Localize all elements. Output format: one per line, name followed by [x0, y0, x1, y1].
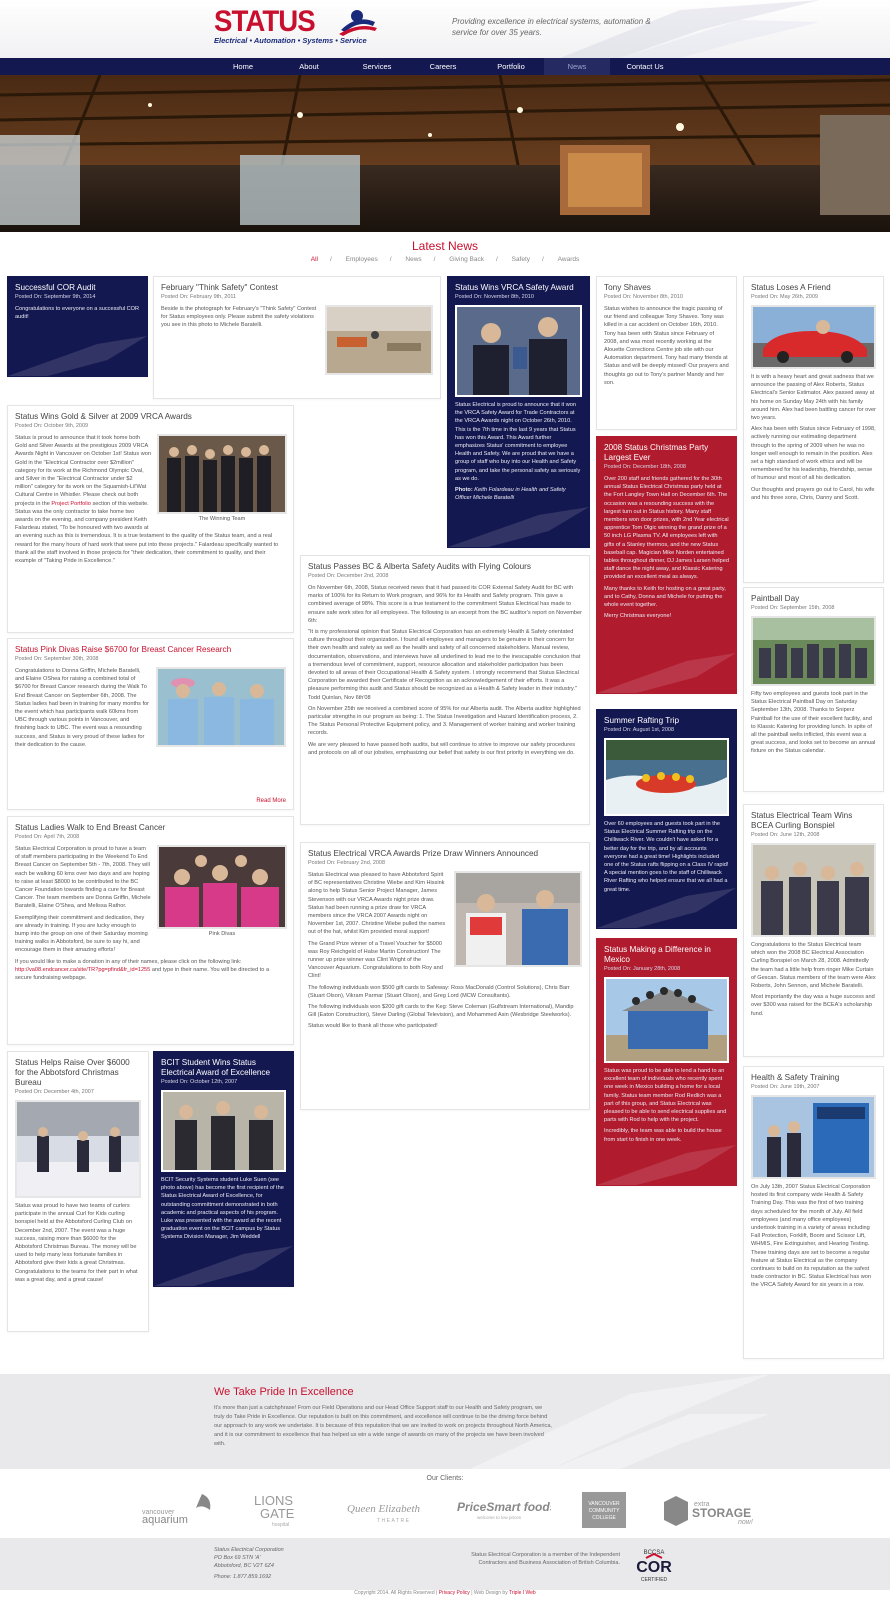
card-body: Our thoughts and prayers go out to Carol, his wife and his three sons, Chris, Danny and Scott.	[751, 486, 875, 501]
cor-certified-logo-icon	[632, 1546, 676, 1586]
photo-caption: The Winning Team	[198, 516, 246, 522]
svg-text:GATE: GATE	[260, 1506, 295, 1521]
nav-contact-us[interactable]: Contact Us	[626, 62, 664, 71]
cor-certified-badge	[632, 1546, 676, 1586]
po-box: PO Box 69 STN 'A'	[214, 1555, 261, 1561]
filter-separator: /	[433, 256, 436, 263]
card-body: Status is proud to announce that it took home both Gold and Silver Awards at the prestigious 2009 VRCA Awards Night in Vancouver on October 1st! Status won Gold in the "Electrical Contractor over $2million" category for its work at the Richmond Olympic Oval, and Silver in the "Electrical Contractor under $2 million" category for its work on the Squamish-Lil'Wat Cultural Centre in Whistler. Please check out both projects in the Project Portfolio section of this website. Status was the only contractor to take home two awards on the evening, and company president Keith Falardeau stated, "To be honoured with two awards at an evening such as this is tremendous. It is a true testament to the quality of the Status team, and a real reward for the many hours of hard work that were put into these projects." Falardeau specifically wanted to thank all the staff involved in those projects for "their dedication, their commitment to quality, and their example of "Taking Pride in Excellence."	[15, 435, 279, 565]
read-more-link[interactable]: Read More	[256, 798, 286, 804]
card-body: Status Electrical is proud to announce that it won the VRCA Safety Award for Trade Contractors at the VRCA Awards night on October 26th, 2010. This is the 7th time in the last 9 years that Status has won this Award. This Award further emphasizes Status' commitment to employee Health and Safety. We are proud that we have a group of staff who buy into our Health and Safety program, and take the personal safety as seriously as we do.	[455, 402, 581, 482]
vrca-award-photo-image	[457, 307, 582, 395]
card-photo[interactable]	[604, 738, 729, 816]
phone-number[interactable]: Phone: 1.877.859.1692	[214, 1574, 272, 1580]
excellence-title: We Take Pride In Excellence	[214, 1386, 354, 1398]
card-body: Congratulations to everyone on a successful COR audit!	[15, 306, 140, 321]
news-card-mexico[interactable]	[596, 938, 737, 1186]
card-date: Posted On: June 19th, 2007	[751, 1084, 820, 1090]
privacy-policy-link[interactable]: Privacy Policy	[438, 1590, 470, 1596]
project-portfolio-link[interactable]: Project Portfolio	[51, 500, 91, 507]
news-card-tony-shaves[interactable]	[596, 276, 737, 430]
filter-separator: /	[542, 256, 544, 263]
svg-text:Queen Elizabeth: Queen Elizabeth	[347, 1503, 421, 1515]
card-title[interactable]: Status Ladies Walk to End Breast Cancer	[15, 823, 166, 832]
card-title[interactable]: Successful COR Audit	[15, 283, 96, 292]
card-body: Beside is the photograph for February's "Think Safety" Contest for Status employees only. Please submit the safety violations you see in this photo to Michele Baratelli.	[161, 306, 317, 329]
donation-link[interactable]: http://va08.endcancer.ca/site/TR?pg=pfind&fr_id=1255	[15, 966, 151, 973]
card-photo[interactable]	[454, 871, 582, 967]
card-body: Status was proud to be able to lend a hand to an excellent team of individuals who recently spent one week in Mexico building a home for a local family. Status team member Rod Redlich was a part of this group, and Status Electrical was pleased to be able to send electrical supplies and parts with Rod to help with the project.	[604, 1068, 727, 1124]
copyright-text: Copyright 2014. All Rights Reserved |	[354, 1590, 438, 1596]
news-filter-bar	[0, 256, 890, 263]
card-title[interactable]: Summer Rafting Trip	[604, 716, 680, 725]
excellence-section	[0, 1374, 890, 1469]
news-card-vrca-safety-award[interactable]	[447, 276, 590, 548]
filter-news[interactable]: News	[405, 256, 422, 263]
copyright-bar	[0, 1590, 890, 1596]
news-card-health-safety-training[interactable]	[743, 1066, 884, 1359]
card-body: If you would like to make a donation in any of their names, please click on the following link: http://va08.endcancer.ca/site/TR?pg=pfind&fr_id=1255 and type in their name. You will be directed to a secure fundraising webpage.	[15, 958, 270, 982]
paintball-group-photo-image	[753, 618, 876, 684]
company-address	[214, 1546, 284, 1581]
card-title[interactable]: Status Wins Gold & Silver at 2009 VRCA Awards	[15, 412, 192, 421]
latest-news-heading: Latest News	[411, 239, 479, 253]
card-swoosh-decoration	[597, 888, 736, 928]
site-footer	[0, 1538, 890, 1590]
card-title[interactable]: Paintball Day	[751, 594, 800, 603]
card-body: Merry Christmas everyone!	[604, 613, 672, 620]
svg-text:THEATRE: THEATRE	[377, 1518, 411, 1524]
card-date: Posted On: February 2nd, 2008	[308, 860, 386, 866]
card-body: On November 25th we received a combined score of 95% for our Alberta audit. The Alberta auditor highlighted particular strengths in our program as being: 1. The Status Investigation and Hazard Identification process, 2. The Status Personal Protective Equipment policy, and 3. Management of worker training and worker training records.	[308, 705, 581, 737]
nav-portfolio[interactable]: Portfolio	[497, 62, 525, 71]
nav-careers[interactable]: Careers	[429, 62, 457, 71]
card-photo[interactable]	[157, 434, 287, 514]
card-body: Incredibly, the team was able to build the house from start to finish in one week.	[604, 1128, 722, 1143]
client-logo-queen-elizabeth-theatre[interactable]	[345, 1490, 441, 1530]
card-title[interactable]: Status Loses A Friend	[751, 283, 831, 292]
card-body: "It is my professional opinion that Status Electrical Corporation has an extremely Health & Safety orientated culture throughout their organization. I found all employees and managers to be genuine in their concern for their own health and safety as well as the health and safety of all concerned stakeholders. Manual review, documentation, observations, and interviews have all underlined to lead me to the inescapable conclusion that a tremendous level of commitment, support, resource allocation and stakeholder participation has been devoted to all areas of their Occupational Health & Safety system. I strongly recommend that Status Electrical Corporation be awarded their Certificate of Recognition as an acknowledgement of their efforts. It was a pleasure performing this audit and Status should be recognized as a Health & Safety leader in their industry." Todd Quinlan, Nov 6th'08	[308, 629, 581, 701]
rafting-photo-image	[606, 740, 729, 814]
news-card-pink-divas[interactable]	[7, 638, 294, 810]
pink-divas-group-photo-image	[159, 847, 285, 927]
card-body: Most importantly the day was a huge success and over $300 was raised for the BCEA's scholarship fund.	[751, 994, 875, 1017]
card-date: Posted On: September 30th, 2008	[15, 656, 99, 662]
client-logo-extra-storage[interactable]	[662, 1490, 758, 1530]
scissor-lift-training-photo-image	[753, 1097, 876, 1177]
svg-text:welcome to low prices: welcome to low prices	[477, 1515, 522, 1520]
news-card-safety-audits[interactable]	[300, 555, 590, 825]
card-photo[interactable]	[161, 1090, 286, 1172]
web-design-text: | Web Design by	[471, 1590, 508, 1596]
client-logo-pricesmart-foods[interactable]	[455, 1490, 551, 1530]
card-body: The following individuals won $500 gift cards to Safeway: Ross MacDonald (Control Solutions), Chris Barr (Stuart Olson), Vikram Parmar (Stuart Olson), and Greg Lord (MCW Consultants).	[308, 984, 570, 999]
header-tagline: Providing excellence in electrical systems, automation & service for over 35 years.	[452, 17, 651, 37]
card-title[interactable]: Status Pink Divas Raise $6700 for Breast Cancer Research	[15, 645, 232, 654]
svg-text:PriceSmart foods: PriceSmart foods	[457, 1500, 551, 1514]
photo-caption: Pink Divas	[208, 931, 236, 937]
card-date: Posted On: April 7th, 2008	[15, 834, 80, 840]
card-body: Exemplifying their committment and dedication, they are already in training. If you are lucky enough to bump into the group on one of their Saturday morning training walks in Abbotsford, be sure to say hi, and encourage them in their amazing efforts!	[15, 914, 148, 954]
card-body: It is with a heavy heart and great sadness that we announce the passing of Alex Roberts, Status Electrical's Senior Estimator. Alex passed away at his home on Sunday May 24th with his family around him. Alex had been battling cancer for over two years.	[751, 374, 877, 422]
lions-gate-logo-icon	[250, 1490, 310, 1530]
knight-helmet-icon	[337, 8, 377, 38]
filter-awards[interactable]: Awards	[557, 256, 580, 263]
card-body: Status was proud to have two teams of curlers participate in the annual Curl for Kids curling bonspiel held at the Abbotsford Curling Club on December 2nd, 2007. The event was a huge success, raising more than $6000 for the Abbotsford Christmas Bureau. The money will be used to help many less fortunate families in Abbotsford give their kids a great Christmas. Congratulations to the teams for their part in what was a great day, and a great cause!	[15, 1203, 138, 1283]
card-title[interactable]: BCIT Student Wins Status Electrical Award of Excellence	[161, 1058, 271, 1077]
card-title[interactable]: February "Think Safety" Contest	[161, 283, 278, 292]
pricesmart-foods-logo-icon	[455, 1490, 551, 1530]
svg-text:CERTIFIED: CERTIFIED	[640, 1577, 668, 1583]
card-photo[interactable]	[751, 305, 876, 369]
logo-wordmark: STATUS	[214, 5, 315, 38]
warehouse-photo-image	[327, 307, 431, 373]
filter-safety[interactable]: Safety	[511, 256, 531, 263]
excellence-body: It's more than just a catchphrase! From our Field Operations and our Head Office Support staff to our Health and Safety program, we truly do Take Pride in Excellence. Our reputation is built on this commitment, and excellence will continue to be the driving force behind our approach to any work we undertake. It is because of this reputation that we are invited to work on projects throughout North America, and it is our commitment to excellence that has helped us win a wide range of awards on many of the projects we have been involved with.	[214, 1405, 552, 1447]
news-card-think-safety[interactable]	[153, 276, 441, 399]
nav-services[interactable]: Services	[362, 62, 392, 71]
card-body: Status Electrical Corporation is proud to have a team of staff members participating in the Weekend To End Breast Cancer on September 5th - 7th, 2008. They will each be walking 60 kms over two days and are hoping to raise at least $8000 to be contributed to the BC Cancer Foundation towards finding a cure for Breast Cancer. The team members are Donna Griffin, Michele Baratelli, Elaine O'Shea, and Melissa Rathor.	[15, 846, 151, 910]
filter-separator: /	[495, 256, 498, 263]
clients-heading: Our Clients:	[426, 1475, 464, 1482]
news-card-cor-audit[interactable]	[7, 276, 148, 377]
card-title[interactable]: Status Making a Difference in Mexico	[604, 945, 711, 964]
client-logo-lions-gate-hospital[interactable]	[250, 1490, 310, 1530]
card-date: Posted On: January 28th, 2008	[604, 966, 681, 972]
card-photo[interactable]	[455, 305, 582, 397]
card-photo-with-caption	[157, 434, 287, 522]
svg-text:STORAGE: STORAGE	[692, 1506, 752, 1520]
svg-text:VANCOUVER: VANCOUVER	[588, 1501, 620, 1507]
card-body: Over 200 staff and friends gathered for the 30th annual Status Electrical Christmas party held at the Fort Langley Town Hall on December 6th. The occasion was a resounding success with the largest turn out in Status history. Many staff members won door prizes, with 2nd Year electrical apprentice Tom Olgic winning the grand prize of a 50 inch LG Plasma TV. All employees left with gifts of a Stanley thermos, and the new Status baseball cap. Magician Mike Norden entertained tables throughout dinner, DJ James Larsen helped staff dance the night away, and Klassic Katering provided an excellent meal as always.	[604, 476, 730, 581]
nav-about[interactable]: About	[299, 62, 319, 71]
card-body: Many thanks to Keith for hosting on a great party, and to Cathy, Donna and Michele for putting the whole event together.	[604, 585, 726, 609]
card-photo[interactable]	[325, 305, 433, 375]
prize-draw-photo-image	[456, 873, 580, 965]
main-nav	[0, 58, 890, 75]
status-logo[interactable]	[214, 5, 367, 46]
news-card-prize-draw[interactable]	[300, 842, 590, 1110]
news-card-bcit-award[interactable]	[153, 1051, 294, 1287]
card-title[interactable]: Status Passes BC & Alberta Safety Audits with Flying Colours	[308, 562, 531, 571]
card-date: Posted On: June 12th, 2008	[751, 832, 820, 838]
bcit-award-photo-image	[163, 1092, 286, 1170]
card-photo-with-caption	[157, 845, 287, 937]
news-card-curling-bonspiel[interactable]	[743, 804, 884, 1057]
vancouver-aquarium-logo-icon	[140, 1490, 220, 1530]
svg-text:COMMUNITY: COMMUNITY	[588, 1508, 620, 1514]
card-photo[interactable]	[156, 667, 286, 747]
hero-banner-image	[0, 75, 890, 232]
card-title[interactable]: 2008 Status Christmas Party Largest Ever	[604, 443, 709, 462]
card-date: Posted On: December 2nd, 2008	[308, 573, 389, 579]
curling-photo-image	[17, 1102, 141, 1196]
company-name: Status Electrical Corporation	[214, 1547, 284, 1553]
card-date: Posted On: December 18th, 2008	[604, 464, 686, 470]
svg-text:BCCSA: BCCSA	[643, 1550, 665, 1556]
card-date: Posted On: November 8th, 2010	[455, 294, 534, 300]
card-photo[interactable]	[751, 616, 876, 686]
card-photo[interactable]	[751, 1095, 876, 1179]
card-photo[interactable]	[157, 845, 287, 929]
card-title[interactable]: Status Electrical VRCA Awards Prize Draw Winners Announced	[308, 849, 539, 858]
news-card-christmas-party[interactable]	[596, 436, 737, 694]
card-title[interactable]: Tony Shaves	[604, 283, 651, 292]
news-card-rafting-trip[interactable]	[596, 709, 737, 929]
filter-employees[interactable]: Employees	[345, 256, 378, 263]
mexico-house-photo-image	[606, 979, 729, 1061]
card-body: Status would like to thank all those who participated!	[308, 1023, 438, 1030]
vcc-logo-icon	[580, 1490, 630, 1530]
svg-text:extra: extra	[694, 1501, 710, 1508]
gallery-interior-photo	[0, 75, 890, 232]
nav-news[interactable]: News	[544, 58, 610, 75]
card-body: Congratulations to the Status Electrical team which won the 2008 BC Electrical Association Curling Bonspiel on March 28, 2008. Admittedly the team had a little help from ringer Mike Curtain of Gescan. Status members of the team were Alex Roberts, John Sennon, and Michele Baratelli.	[751, 942, 876, 990]
card-photo-credit: Photo: Keith Folardeau in Health and Safety Officer Michele Baratelli	[455, 487, 566, 502]
card-body: The Grand Prize winner of a Travel Voucher for $5000 was Roy Reichgeld of Halse Martin Construction! The runner up prize winner was Clint Wright of the Vancouver Aquarium. Congratulations to both Roy and Clint!	[308, 940, 443, 980]
card-photo[interactable]	[15, 1100, 141, 1198]
card-date: Posted On: December 4th, 2007	[15, 1089, 94, 1095]
client-logo-vancouver-community-college[interactable]	[580, 1490, 630, 1530]
card-date: Posted On: October 9th, 2009	[15, 423, 89, 429]
filter-giving-back[interactable]: Giving Back	[449, 256, 484, 263]
card-title[interactable]: Status Electrical Team Wins BCEA Curling Bonspiel	[751, 811, 853, 830]
extra-storage-logo-icon	[662, 1490, 758, 1530]
news-card-gold-silver[interactable]	[7, 405, 294, 633]
client-logo-vancouver-aquarium[interactable]	[140, 1490, 220, 1530]
svg-text:COR: COR	[636, 1559, 672, 1576]
filter-all[interactable]: All	[310, 256, 318, 263]
card-title[interactable]: Health & Safety Training	[751, 1073, 840, 1082]
card-swoosh-decoration	[154, 1246, 293, 1286]
site-header	[0, 0, 890, 58]
svg-text:vancouver: vancouver	[142, 1509, 175, 1516]
card-date: Posted On: May 26th, 2009	[751, 294, 818, 300]
card-body: Fifty two employees and guests took part in the Status Electrical Paintball Day on Saturday September 13th, 2008. Thanks to Sniperz Paintball for the use of their excellent facility, and to Klassic Katering for providing lunch. In spite of all the paintball welts inflicted, this event was a great success, and looks set to become an annual fixture on the Status calendar.	[751, 691, 876, 755]
pink-divas-photo-image	[158, 669, 284, 745]
filter-separator: /	[330, 256, 332, 263]
svg-text:hospital: hospital	[272, 1522, 290, 1528]
card-date: Posted On: October 12th, 2007	[161, 1079, 238, 1085]
card-body: On July 13th, 2007 Status Electrical Corporation hosted its first company wide Health & Safety Training Day. This was the first of two training days scheduled for the month of July. All field employees (and many office employees) undertook training in a variety of areas including Fall Protection, Forklift, Boom and Scissor Lift, WHMIS, Fire Extinguisher, and Hearing Testing. These training days are set to become a regular feature at Status Electrical as the company continues to build on its reputation as the safest trade contractor in BC. Status Electrical has won the VRCA Safety Award for six years in a row.	[751, 1184, 872, 1289]
news-card-paintball-day[interactable]	[743, 587, 884, 792]
card-date: Posted On: August 1st, 2008	[604, 727, 675, 733]
filter-separator: /	[389, 256, 392, 263]
svg-text:aquarium: aquarium	[142, 1514, 188, 1526]
card-body: The following individuals won $200 gift cards to the Keg: Steve Coleman (Gulfstream International), Mandip Gill (Eaton Construction), Steve Darling (Global Television), and Mohammed Asin (Wesbridge Steelworks).	[308, 1004, 574, 1019]
news-card-christmas-bureau[interactable]	[7, 1051, 149, 1332]
card-photo[interactable]	[604, 977, 729, 1063]
card-body: Alex has been with Status since February of 1998, actively running our estimating department through to the spring of 2009 when he was no longer well enough to remain in the position. Alex set a high standard of work ethics and will be remembered for his leadership, friendship, sense of humour and most of all his dedication.	[751, 426, 876, 482]
red-car-photo-image	[753, 307, 876, 367]
logo-subtitle: Electrical • Automation • Systems • Service	[214, 36, 367, 45]
card-swoosh-decoration	[597, 653, 736, 693]
news-card-loses-a-friend[interactable]	[743, 276, 884, 583]
card-body: Over 60 employees and guests took part in the Status Electrical Summer Rafting trip on the Chilliwack River. We couldn't have asked for a better day for the trip, and by all accounts everyone had a great time! Highlights included one of the Status rafts flipping on a Class IV rapid! A special mention goes to the staff of Chilliwack River Rafting who helped ensure that we all had a great time.	[604, 821, 729, 893]
winning-team-photo-image	[159, 436, 285, 512]
curling-team-photo-image	[753, 845, 876, 935]
card-body: Status wishes to announce the tragic passing of our friend and colleague Tony Shaves. Tony was killed in a car accident on October 16th, 2010. Tony has been with Status since February of 2008, and was most recently working at the Alouette Corrections Centre job site with our Automation department. Tony had many friends at Status and will be deeply missed! Our prayers and thoughts go out to Tony's partner Mandy and her son.	[604, 306, 729, 386]
card-swoosh-decoration	[597, 1145, 736, 1185]
card-photo[interactable]	[751, 843, 876, 937]
svg-text:now!: now!	[738, 1519, 753, 1526]
card-body: BCIT Security Systems student Luke Suen (see photo above) has become the first recipient of the Status Electrical Award of Excellence, for outstanding committment demonstrated in both academic and practical aspects of his program. Luke was presented with the award at the recent graduation event on the BCIT campus by Status Systems Division Manager, Jim Weddell	[161, 1177, 284, 1241]
card-swoosh-decoration	[448, 507, 589, 547]
card-date: Posted On: September 15th, 2008	[751, 605, 835, 611]
svg-text:LIONS: LIONS	[254, 1493, 294, 1508]
city-postal: Abbotsford, BC V2T 6Z4	[214, 1563, 274, 1569]
card-body: On November 6th, 2008, Status received news that it had passed its COR External Safety Audit for BC with marks of 100% for its Return to Work program, and 96% for its Health and Safety program. This gave a combined average of 98%. This score is a true testament to the commitment Status Electrical has made to ensure safe work sites for all employees. The following is an excerpt from the BC auditor's report on November 6th:	[308, 585, 582, 624]
icba-membership-text: Status Electrical Corporation is a member of the Independent Contractors and Business Association of British Columbia.	[471, 1552, 620, 1566]
card-body: Status Electrical was pleased to have Abbotsford Spirit of BC representatives Christine Wiebe and Kim Hissink along to help Status Senior Project Manager, James Stevenson with our VRCA Awards night prize draw. Status had been running a prize draw for VRCA members since the VRCA 2007 Awards night on November 1st, 2007. Christine Wiebe pulled the names out of the hat, whilst Kim provided moral support!	[308, 872, 446, 936]
svg-text:COLLEGE: COLLEGE	[592, 1515, 616, 1521]
card-body: We are very pleased to have passed both audits, but will continue to strive to improve our safety procedures and protocols on all of our jobsites, emphasizing our belief that safety is our first priority in everything we do.	[308, 741, 575, 756]
card-date: Posted On: November 8th, 2010	[604, 294, 683, 300]
card-date: Posted On: February 9th, 2011	[161, 294, 237, 300]
queen-elizabeth-theatre-logo-icon	[345, 1490, 441, 1530]
card-body: Congratulations to Donna Griffin, Michele Baratelli, and Elaine OShea for raising a combined total of $6700 for Breast Cancer research during the Walk To End Breast Cancer on September 6th, 2008. The Status ladies had been in training for many months for the event which has participants walk 60kms from UBC through various points in Vancouver, and finishing back to UBC. The event was a resounding success, and Status is very proud of these ladies for their dedication to the cause.	[15, 668, 150, 748]
card-title[interactable]: Status Helps Raise Over $6000 for the Abbotsford Christmas Bureau	[15, 1058, 130, 1087]
card-date: Posted On: September 9th, 2014	[15, 294, 96, 300]
news-card-ladies-walk[interactable]	[7, 816, 294, 1045]
designer-link[interactable]: Triple I Web	[509, 1590, 536, 1596]
card-title[interactable]: Status Wins VRCA Safety Award	[455, 283, 574, 292]
card-swoosh-decoration	[8, 336, 147, 376]
nav-home[interactable]: Home	[232, 62, 253, 71]
